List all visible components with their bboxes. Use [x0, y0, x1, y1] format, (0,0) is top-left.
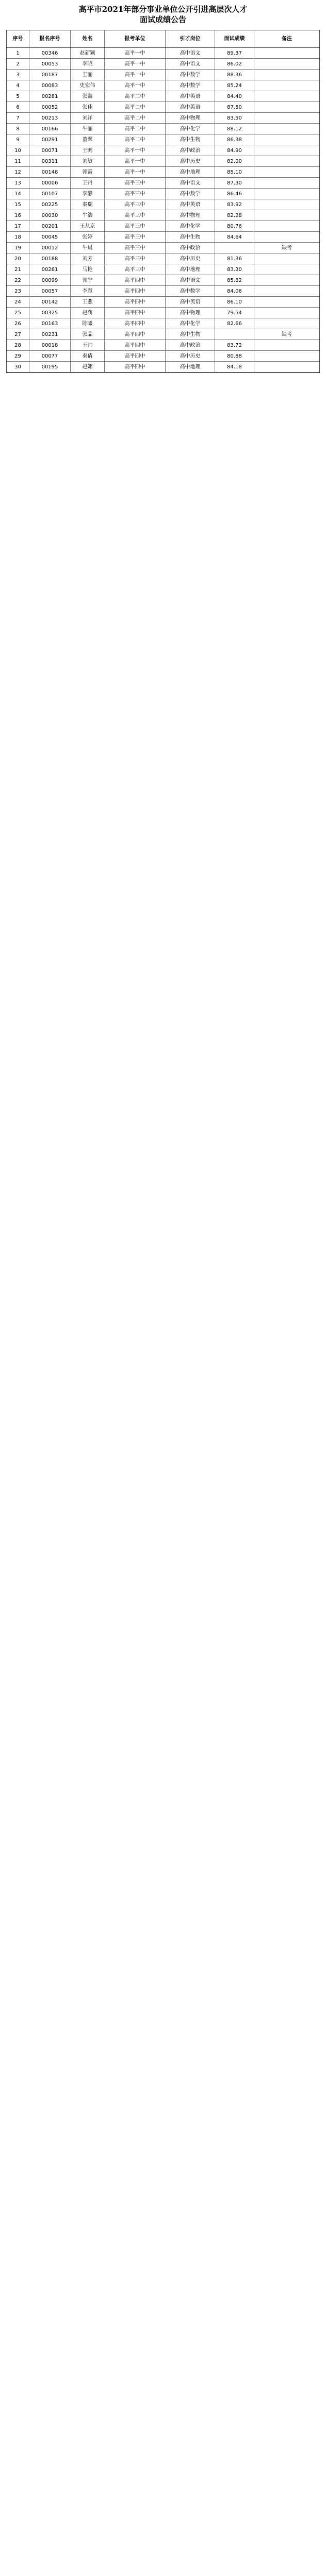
cell-index: 18 — [7, 232, 29, 242]
cell-name: 王丹 — [71, 178, 105, 188]
title-line-2: 面试成绩公告 — [139, 15, 186, 24]
cell-remark: 缺考 — [282, 331, 292, 337]
table-row — [7, 80, 319, 91]
cell-score: 82.00 — [215, 156, 254, 166]
cell-index: 26 — [7, 318, 29, 329]
table-row — [7, 243, 319, 253]
cell-reg-no: 00291 — [29, 134, 71, 145]
cell-score: 86.38 — [215, 134, 254, 145]
cell-remark — [254, 48, 319, 58]
cell-index: 30 — [7, 362, 29, 372]
cell-name: 陈曦 — [71, 318, 105, 329]
cell-name: 王燕 — [71, 297, 105, 307]
cell-remark — [254, 275, 319, 285]
cell-name: 郭霞 — [71, 167, 105, 177]
table-row — [7, 91, 319, 102]
cell-remark — [254, 286, 319, 296]
cell-remark — [254, 318, 319, 329]
table-row — [7, 59, 319, 70]
cell-unit: 高平四中 — [105, 351, 166, 361]
cell-post: 高中语文 — [166, 178, 215, 188]
cell-name: 王鹏 — [71, 145, 105, 156]
cell-unit: 高平四中 — [105, 362, 166, 372]
cell-post: 高中英语 — [166, 91, 215, 101]
cell-post: 高中物理 — [166, 210, 215, 221]
cell-score: 82.28 — [215, 210, 254, 221]
cell-score: 84.90 — [215, 145, 254, 156]
cell-reg-no: 00030 — [29, 210, 71, 221]
table-row — [7, 297, 319, 308]
cell-score: 89.37 — [215, 48, 254, 58]
table-header — [7, 30, 319, 48]
table-row — [7, 286, 319, 297]
cell-score: 84.18 — [215, 362, 254, 372]
cell-post: 高中生物 — [166, 232, 215, 242]
cell-name: 刘敏 — [71, 156, 105, 166]
cell-unit: 高平三中 — [105, 199, 166, 210]
cell-post: 高中化学 — [166, 318, 215, 329]
cell-remark — [254, 59, 319, 69]
cell-remark — [254, 297, 319, 307]
cell-post: 高中语文 — [166, 48, 215, 58]
cell-remark — [254, 178, 319, 188]
cell-name: 马艳 — [71, 264, 105, 275]
cell-post: 高中政治 — [166, 145, 215, 156]
cell-unit: 高平四中 — [105, 308, 166, 318]
cell-unit: 高平三中 — [105, 232, 166, 242]
cell-index: 25 — [7, 308, 29, 318]
cell-score: 84.06 — [215, 286, 254, 296]
cell-remark — [254, 80, 319, 91]
cell-unit: 高平一中 — [105, 145, 166, 156]
table-row — [7, 275, 319, 286]
cell-post: 高中生物 — [166, 329, 215, 340]
cell-unit: 高平三中 — [105, 210, 166, 221]
cell-remark — [254, 189, 319, 199]
header-remark: 备注 — [282, 36, 292, 42]
cell-unit: 高平三中 — [105, 221, 166, 231]
table-row — [7, 156, 319, 167]
cell-score: 83.30 — [215, 264, 254, 275]
cell-unit: 高平四中 — [105, 340, 166, 350]
cell-reg-no: 00148 — [29, 167, 71, 177]
cell-unit: 高平二中 — [105, 113, 166, 123]
cell-score: 88.12 — [215, 124, 254, 134]
cell-reg-no: 00311 — [29, 156, 71, 166]
cell-score: 79.54 — [215, 308, 254, 318]
cell-reg-no: 00325 — [29, 308, 71, 318]
cell-post: 高中政治 — [166, 243, 215, 253]
cell-index: 10 — [7, 145, 29, 156]
cell-index: 5 — [7, 91, 29, 101]
cell-unit: 高平二中 — [105, 124, 166, 134]
cell-reg-no: 00018 — [29, 340, 71, 350]
cell-name: 张婷 — [71, 232, 105, 242]
cell-name: 王帅 — [71, 340, 105, 350]
cell-remark: 缺考 — [282, 245, 292, 251]
cell-remark — [254, 145, 319, 156]
cell-score: 84.64 — [215, 232, 254, 242]
cell-remark — [254, 156, 319, 166]
cell-unit: 高平四中 — [105, 318, 166, 329]
cell-index: 23 — [7, 286, 29, 296]
table-row — [7, 340, 319, 351]
cell-reg-no: 00195 — [29, 362, 71, 372]
cell-remark — [254, 102, 319, 112]
table-row — [7, 351, 319, 362]
cell-reg-no: 00261 — [29, 264, 71, 275]
cell-score: 86.02 — [215, 59, 254, 69]
table-row — [7, 329, 319, 340]
header-unit: 报考单位 — [105, 30, 166, 47]
cell-reg-no: 00077 — [29, 351, 71, 361]
cell-reg-no: 00052 — [29, 102, 71, 112]
cell-name: 李晓 — [71, 59, 105, 69]
cell-remark — [254, 134, 319, 145]
cell-score: 86.46 — [215, 189, 254, 199]
table-row — [7, 102, 319, 113]
cell-post: 高中英语 — [166, 199, 215, 210]
table-row — [7, 318, 319, 329]
table-row — [7, 70, 319, 80]
cell-unit: 高平四中 — [105, 286, 166, 296]
cell-unit: 高平二中 — [105, 134, 166, 145]
title-line-1: 高平市2021年部分事业单位公开引进高层次人才 — [78, 5, 248, 14]
cell-remark — [254, 221, 319, 231]
cell-score: 88.36 — [215, 70, 254, 80]
cell-unit: 高平三中 — [105, 253, 166, 264]
cell-post: 高中政治 — [166, 340, 215, 350]
cell-name: 牛晨 — [71, 243, 105, 253]
cell-reg-no: 00083 — [29, 80, 71, 91]
header-score: 面试成绩 — [215, 30, 254, 47]
table-row — [7, 134, 319, 145]
cell-post: 高中化学 — [166, 124, 215, 134]
cell-unit: 高平一中 — [105, 70, 166, 80]
cell-remark — [254, 70, 319, 80]
cell-index: 14 — [7, 189, 29, 199]
cell-remark — [254, 351, 319, 361]
cell-remark — [254, 124, 319, 134]
table-row — [7, 253, 319, 264]
table-row — [7, 210, 319, 221]
cell-post: 高中生物 — [166, 134, 215, 145]
header-post: 引才岗位 — [166, 30, 215, 47]
cell-index: 4 — [7, 80, 29, 91]
cell-post: 高中数学 — [166, 70, 215, 80]
table-body — [7, 48, 319, 372]
cell-index: 17 — [7, 221, 29, 231]
table-row — [7, 167, 319, 178]
cell-reg-no: 00225 — [29, 199, 71, 210]
cell-remark — [254, 199, 319, 210]
table-row — [7, 362, 319, 372]
cell-index: 1 — [7, 48, 29, 58]
cell-remark — [254, 167, 319, 177]
cell-index: 27 — [7, 329, 29, 340]
cell-reg-no: 00163 — [29, 318, 71, 329]
cell-reg-no: 00346 — [29, 48, 71, 58]
cell-name: 赵莉 — [71, 308, 105, 318]
cell-remark — [254, 253, 319, 264]
cell-index: 24 — [7, 297, 29, 307]
cell-index: 21 — [7, 264, 29, 275]
cell-reg-no: 00006 — [29, 178, 71, 188]
cell-reg-no: 00166 — [29, 124, 71, 134]
cell-name: 秦瑞 — [71, 199, 105, 210]
cell-reg-no: 00012 — [29, 243, 71, 253]
cell-reg-no: 00188 — [29, 253, 71, 264]
cell-remark — [254, 91, 319, 101]
cell-score: 85.82 — [215, 275, 254, 285]
cell-reg-no: 00187 — [29, 70, 71, 80]
cell-post: 高中数学 — [166, 286, 215, 296]
header-index: 序号 — [7, 30, 29, 47]
cell-name: 郭宁 — [71, 275, 105, 285]
cell-index: 29 — [7, 351, 29, 361]
cell-unit: 高平一中 — [105, 156, 166, 166]
cell-post: 高中地理 — [166, 167, 215, 177]
cell-reg-no: 00057 — [29, 286, 71, 296]
cell-score: 87.50 — [215, 102, 254, 112]
cell-unit: 高平一中 — [105, 80, 166, 91]
cell-score: 83.50 — [215, 113, 254, 123]
cell-index: 12 — [7, 167, 29, 177]
cell-reg-no: 00142 — [29, 297, 71, 307]
score-table — [6, 30, 320, 373]
table-row — [7, 48, 319, 59]
cell-score: 80.76 — [215, 221, 254, 231]
cell-index: 19 — [7, 243, 29, 253]
cell-index: 3 — [7, 70, 29, 80]
cell-reg-no: 00281 — [29, 91, 71, 101]
cell-name: 赵新颖 — [71, 48, 105, 58]
cell-unit: 高平二中 — [105, 91, 166, 101]
cell-reg-no: 00201 — [29, 221, 71, 231]
cell-post: 高中物理 — [166, 113, 215, 123]
table-row — [7, 199, 319, 210]
cell-unit: 高平三中 — [105, 178, 166, 188]
cell-name: 董翠 — [71, 134, 105, 145]
page-title — [0, 4, 326, 25]
cell-post: 高中英语 — [166, 102, 215, 112]
cell-unit: 高平三中 — [105, 264, 166, 275]
table-row — [7, 145, 319, 156]
cell-score: 83.92 — [215, 199, 254, 210]
cell-index: 2 — [7, 59, 29, 69]
cell-index: 13 — [7, 178, 29, 188]
cell-unit: 高平一中 — [105, 167, 166, 177]
cell-reg-no: 00107 — [29, 189, 71, 199]
cell-post: 高中化学 — [166, 221, 215, 231]
cell-name: 张晶 — [71, 329, 105, 340]
cell-post: 高中语文 — [166, 275, 215, 285]
cell-post: 高中历史 — [166, 156, 215, 166]
cell-name: 赵娜 — [71, 362, 105, 372]
table-row — [7, 264, 319, 275]
cell-score: 83.72 — [215, 340, 254, 350]
cell-name: 刘洋 — [71, 113, 105, 123]
cell-name: 张佳 — [71, 102, 105, 112]
cell-name: 秦倩 — [71, 351, 105, 361]
cell-unit: 高平三中 — [105, 189, 166, 199]
cell-post: 高中英语 — [166, 297, 215, 307]
cell-reg-no: 00045 — [29, 232, 71, 242]
cell-name: 李静 — [71, 189, 105, 199]
cell-reg-no: 00053 — [29, 59, 71, 69]
cell-post: 高中历史 — [166, 253, 215, 264]
cell-name: 牛浩 — [71, 210, 105, 221]
cell-name: 张鑫 — [71, 91, 105, 101]
cell-unit: 高平四中 — [105, 329, 166, 340]
cell-unit: 高平一中 — [105, 59, 166, 69]
cell-score: 87.30 — [215, 178, 254, 188]
cell-remark — [254, 113, 319, 123]
cell-reg-no: 00071 — [29, 145, 71, 156]
cell-index: 22 — [7, 275, 29, 285]
table-row — [7, 308, 319, 318]
cell-remark — [254, 362, 319, 372]
header-reg-no: 报名序号 — [29, 30, 71, 47]
cell-post: 高中语文 — [166, 59, 215, 69]
cell-name: 王从京 — [71, 221, 105, 231]
cell-remark — [254, 210, 319, 221]
cell-index: 20 — [7, 253, 29, 264]
cell-index: 28 — [7, 340, 29, 350]
cell-score — [215, 243, 254, 253]
cell-name: 牛丽 — [71, 124, 105, 134]
cell-post: 高中数学 — [166, 189, 215, 199]
cell-remark — [254, 232, 319, 242]
cell-remark — [254, 308, 319, 318]
cell-unit: 高平二中 — [105, 102, 166, 112]
cell-score: 86.10 — [215, 297, 254, 307]
cell-score: 81.36 — [215, 253, 254, 264]
table-row — [7, 232, 319, 243]
cell-score: 80.88 — [215, 351, 254, 361]
cell-reg-no: 00099 — [29, 275, 71, 285]
cell-index: 6 — [7, 102, 29, 112]
cell-index: 8 — [7, 124, 29, 134]
cell-unit: 高平三中 — [105, 243, 166, 253]
cell-name: 史宏伟 — [71, 80, 105, 91]
cell-reg-no: 00231 — [29, 329, 71, 340]
cell-name: 李慧 — [71, 286, 105, 296]
cell-name: 王丽 — [71, 70, 105, 80]
cell-score: 82.66 — [215, 318, 254, 329]
table-row — [7, 221, 319, 232]
cell-reg-no: 00213 — [29, 113, 71, 123]
header-name: 姓名 — [71, 30, 105, 47]
cell-index: 7 — [7, 113, 29, 123]
cell-post: 高中数学 — [166, 80, 215, 91]
cell-unit: 高平四中 — [105, 297, 166, 307]
table-row — [7, 189, 319, 199]
cell-score: 84.40 — [215, 91, 254, 101]
cell-index: 16 — [7, 210, 29, 221]
cell-post: 高中历史 — [166, 351, 215, 361]
cell-score: 85.10 — [215, 167, 254, 177]
cell-post: 高中地理 — [166, 264, 215, 275]
cell-score — [215, 329, 254, 340]
cell-remark — [254, 340, 319, 350]
table-row — [7, 113, 319, 124]
cell-index: 9 — [7, 134, 29, 145]
cell-unit: 高平一中 — [105, 48, 166, 58]
cell-post: 高中地理 — [166, 362, 215, 372]
cell-remark — [254, 264, 319, 275]
cell-unit: 高平四中 — [105, 275, 166, 285]
cell-post: 高中物理 — [166, 308, 215, 318]
cell-index: 11 — [7, 156, 29, 166]
cell-index: 15 — [7, 199, 29, 210]
table-row — [7, 124, 319, 134]
table-row — [7, 178, 319, 189]
cell-name: 刘芳 — [71, 253, 105, 264]
cell-score: 85.24 — [215, 80, 254, 91]
